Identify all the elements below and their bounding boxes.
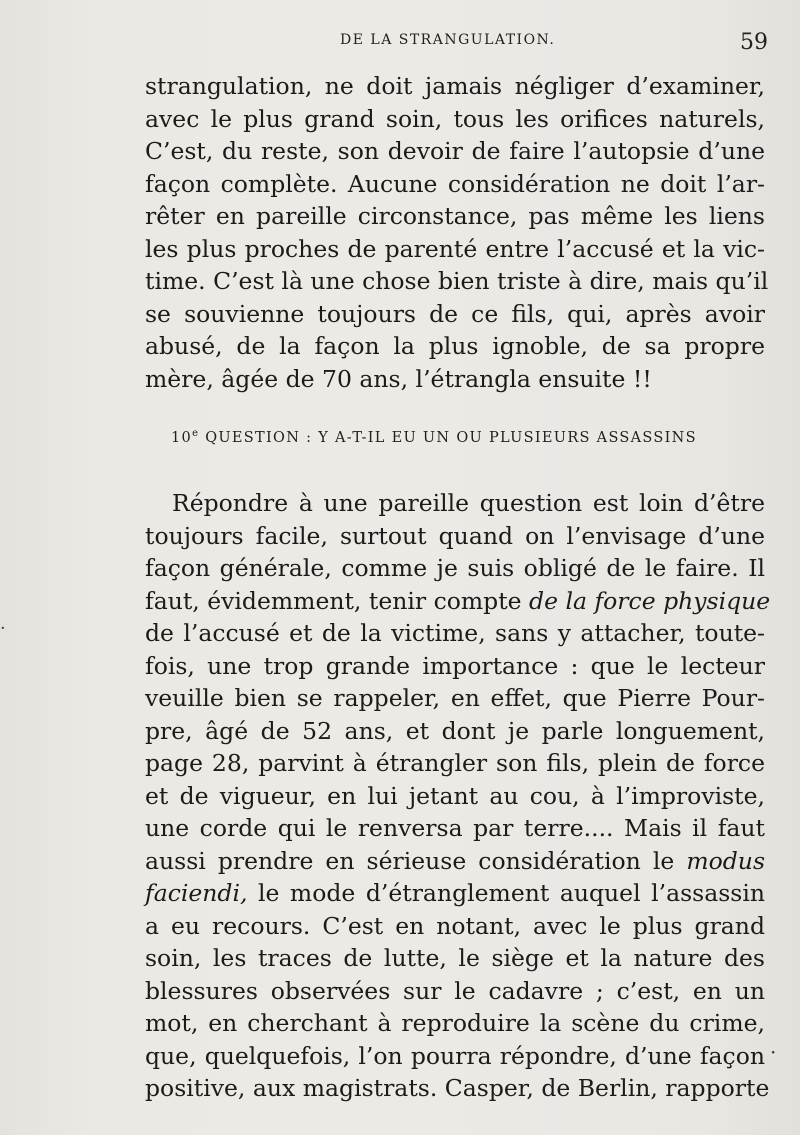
text-line: positive, aux magistrats. Casper, de Berlin, rapporte — [145, 1074, 770, 1102]
text-line: façon complète. Aucune considération ne doit l’ar- — [145, 169, 765, 198]
text-line: pre, âgé de 52 ans, et dont je parle longuement, — [145, 716, 765, 745]
running-title: DE LA STRANGULATION. — [340, 32, 556, 48]
text-line: de l’accusé et de la victime, sans y attacher, toute- — [145, 619, 765, 647]
text-line: Répondre à une pareille question est loin d’être — [172, 489, 765, 517]
text-line: page 28, parvint à étrangler son fils, plein de force — [145, 749, 765, 777]
text-line — [145, 877, 765, 910]
text-line — [145, 845, 765, 878]
text-run: faut, évidemment, tenir compte — [145, 586, 530, 615]
text-line: rêter en pareille circonstance, pas même les liens — [145, 202, 765, 230]
text-line: mot, en cherchant à reproduire la scène du crime, — [145, 1009, 765, 1037]
text-line: a eu recours. C’est en notant, avec le plus grand — [145, 911, 765, 940]
italic-phrase: modus — [686, 846, 765, 875]
text-line: se souvienne toujours de ce fils, qui, après avoir — [145, 299, 765, 328]
text-line: fois, une trop grande importance : que le lecteur — [145, 651, 765, 680]
heading-superscript: e — [192, 428, 200, 439]
text-line: time. C’est là une chose bien triste à dire, mais qu’il — [145, 267, 769, 295]
text-line: les plus proches de parenté entre l’accusé et la vic- — [145, 234, 765, 263]
text-line: veuille bien se rappeler, en effet, que Pierre Pour- — [145, 684, 765, 712]
margin-speck: · — [770, 1040, 777, 1064]
text-line: abusé, de la façon la plus ignoble, de sa propre — [145, 332, 765, 360]
text-line: et de vigueur, en lui jetant au cou, à l’improviste, — [145, 781, 765, 810]
text-line: une corde qui le renversa par terre.... Mais il faut — [145, 814, 765, 842]
text-line: toujours facile, surtout quand on l’envisage d’une — [145, 521, 765, 550]
text-line: strangulation, ne doit jamais négliger d’examiner, — [145, 72, 765, 100]
text-line: que, quelquefois, l’on pourra répondre, d’une façon — [145, 1041, 765, 1070]
heading-text: QUESTION : Y A-T-IL EU UN OU PLUSIEURS ASSASSINS — [199, 430, 697, 446]
text-run: aussi prendre en sérieuse considération le — [145, 846, 687, 875]
paragraph-answer — [145, 487, 771, 1105]
italic-phrase: de la force physique — [529, 586, 771, 615]
text-line: blessures observées sur le cadavre ; c’est, en un — [145, 976, 765, 1005]
section-heading — [171, 428, 731, 446]
paragraph-continued — [145, 70, 769, 395]
heading-number: 10 — [171, 430, 193, 446]
running-head — [0, 32, 800, 56]
text-line: façon générale, comme je suis obligé de le faire. Il — [145, 554, 765, 582]
text-line: soin, les traces de lutte, le siège et la nature des — [145, 944, 765, 972]
text-line: mère, âgée de 70 ans, l’étrangla ensuite !! — [145, 364, 652, 393]
text-line: C’est, du reste, son devoir de faire l’autopsie d’une — [145, 137, 765, 165]
italic-phrase: faciendi, — [145, 879, 248, 907]
text-line — [145, 585, 771, 618]
page-number: 59 — [740, 30, 768, 55]
text-line: avec le plus grand soin, tous les orifices naturels, — [145, 104, 765, 133]
margin-speck: · — [0, 618, 6, 639]
text-run: le mode d’étranglement auquel l’assassin — [247, 879, 765, 907]
